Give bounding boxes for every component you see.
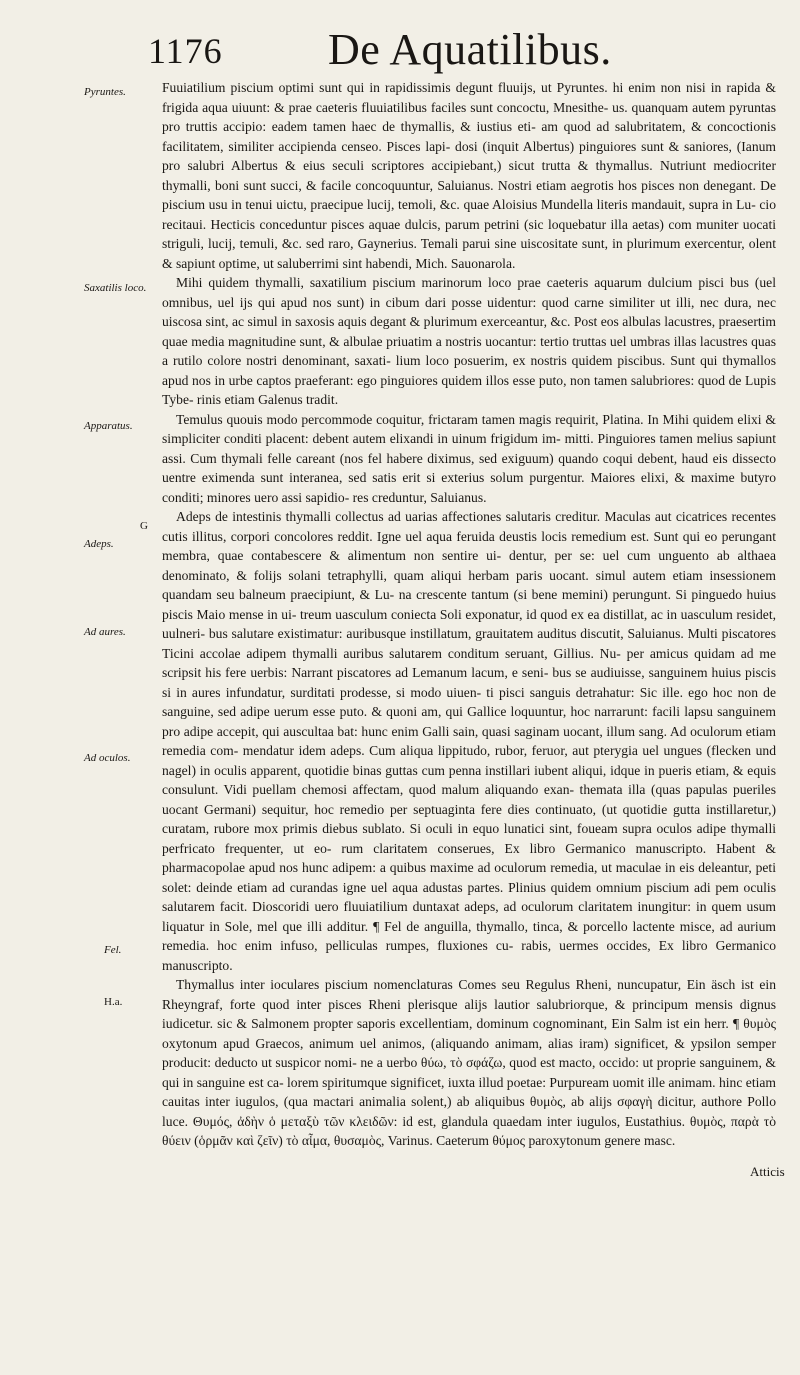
paragraph-adeps: Adeps de intestinis thymalli collectus ad uarias affectiones salutaris creditur. Maculas aut cicatrices recentes cutis illitus, corpori concolores reddit. Igne uel aqua feruida deustis locis remedium est. Sunt qui eo perungant membra, quae contabescere & alimentum non sentire ui- dentur, per se: uel cum unguento ab althaea denominato, & folijs solani tetraphylli, quam aliqui herbam paris uocant. simul autem etiam insessionem quandam seu balneum praecipiunt, & Lu- na crescente tantum (si bene memini) perungunt. Si pinguedo huius piscis Maio mense in ui- treum uasculum coniecta Soli exponatur, id quod ex ea distillat, ac in uasculum residet, uulneri- bus salutare existimatur: auribusque instillatum, grauitatem auditus discutit, Saluianus. Multi piscatores Ticini accolae adipem thymalli auribus salutarem conditum seruant, Gillius. Nu- per amicus quidam ad me scripsit his fere uerbis: Narrant piscatores ad Lemanum lacum, e seni- bus se audiuisse, sanguinem huius piscis si in aures infundatur, surditati prodesse, si modo uiuen- ti pisci sanguis detrahatur: Sic ille. ego hoc non de sanguine, sed adipe uerum esse puto. & quoni am, qui Gallice loquuntur, hoc narrarunt: facili lapsu sanguinem pro adipe accepit, qui auscultaa bat: hunc enim Galli sain, quasi saginam uocant, illum sang. Ad oculorum etiam remedia com- mendatur idem adeps. Cum aliqua lippitudo, rubor, feruor, aut pterygia uel ungues (flecken und nagel) in oculis apparent, quotidie binas guttas cum penna instillari iubent aliqui, idque in pueris etiam, & equis consulunt. Vidi puellam chemosi affectam, quod malum aliquando exan- themata illa (quas papulas pueriles uocant Germani) sequitur, hoc remedio per septuaginta fere dies continuato, (ut quotidie gutta instillaretur,) curatam, rubore mox primis diebus sublato. Si oculi in equo lunatici sint, foueam supra oculos adipe thymalli perfricato frequenter, ut eo- rum claritatem conserues, Ex libro Germanico manuscripto. Habent & pharmacopolae apud nos hunc adipem: a quibus maxime ad oculorum remedia, ut maculae in eis deleantur, peti solet: deinde etiam ad curandas igne uel aqua adustas partes. Plinius quidem omnium piscium adi pem oculis salutarem facit. Dioscoridi uero fluuiatilium duntaxat adeps, ad oculorum claritatem inungitur: in quem usum liquatur in Sole, mel que illi additur. ¶ Fel de anguilla, thymallo, tinca, & porcello lactente misce, ad aurium remedia. hoc enim infuso, pelliculas rumpes, fluxiones cu- rabis, uermes occides, Ex libro Germanico manuscripto.: [162, 509, 776, 973]
running-title: De Aquatilibus.: [328, 25, 612, 74]
margin-note-g: G: [140, 520, 148, 532]
margin-note-apparatus: Apparatus.: [84, 420, 133, 432]
margin-note-fel: Fel.: [104, 944, 122, 956]
margin-note-ad-oculos: Ad oculos.: [84, 752, 131, 764]
paragraph-saxatilis: Mihi quidem thymalli, saxatilium piscium marinorum loco prae caeteris aquarum dulcium pisci bus (uel omnibus, uel ijs qui apud nos sunt) in cibum dari posse uidentur: quod carne similiter ut illi, nec dura, nec uiscosa sint, ac simul in saxosis aquis degant & plurimum exerceantur, &c. Post eos albulas lacustres, praesertim quae media magnitudine sunt, & albulae priuatim a nostris uocantur: tertio truttas uel umbras illas lacustres quas a rutilo colore nostri denominant, saxati- lium loco posuerim, ex nostris quidem piscibus. Sunt qui thymallos apud nos in urbe captos praeferant: ego pinguiores quidem illos esse puto, non tamen salubriores: quod de Lupis Tybe- rinis etiam Galenus tradit.: [162, 275, 776, 407]
paragraph-pyruntes: Fuuiatilium piscium optimi sunt qui in rapidissimis degunt fluuijs, ut Pyruntes. hi enim non nisi in rapida & frigida aqua uiuunt: & prae caeteris fluuiatilibus faciles sunt concoctu, Mnesithe- us. quanquam autem pyruntas pro truttis accipio: eadem tamen haec de thymallis, & iustius eti- am quod ad salubritatem, & concoctionis facilitatem, similiter accipienda censeo. Pisces lapi- dosi (inquit Albertus) pinguiores sunt & saniores, (Ianum pro salubri Albertus & eius seculi scriptores accipiebant,) sicut trutta & thymallus. Nutriunt mediocriter thymalli, boni sunt succi, & facile concoquuntur, Saluianus. Nostri etiam aegrotis hos pisces non denegant. De piscium usu in tenui uictu, praecipue lucij, temoli, &c. quae Aloisius Mundella literis mandauit, supra in Lu- cio recitaui. Hecticis conceduntur pisces aquae dulcis, parum petrini (sic loquebatur illa aetas) com muniter uocati striguli, lucij, temuli, &c. sed raro, Gaynerius. Temali parui sine uiscositate sunt, in plurimum exercentur, olent & sapiunt optime, ut saluberrimi sint habendi, Mich. Sauonarola.: [162, 80, 776, 271]
margin-note-saxatilis: Saxatilis loco.: [84, 282, 147, 294]
paragraph-apparatus: Temulus quouis modo percommode coquitur, frictaram tamen magis requirit, Platina. In Mihi quidem elixi & simpliciter conditi placent: debent autem elixandi in uinum frigidum im- mitti. Pinguiores tamen melius sapiunt assi. Cum thymali felle careant (nos fel habere diximus, sed exiguum) quando coqui debent, haud eis dissecto uentre eximenda sunt interanea, sed satis erit si exterius solum purgentur. Maiores elixi, & maxime butyro conditi; minores uero assi sapidio- res creduntur, Saluianus.: [162, 411, 776, 505]
catchword: Atticis: [750, 1164, 785, 1179]
body-text: [162, 78, 776, 1151]
margin-note-ha: H.a.: [104, 996, 123, 1008]
margin-note-pyruntes: Pyruntes.: [84, 86, 126, 98]
margin-note-ad-aures: Ad aures.: [84, 626, 126, 638]
paragraph-ha: Thymallus inter ioculares piscium nomenclaturas Comes seu Regulus Rheni, nuncupatur, Ein äsch ist ein Rheyngraf, forte quod inter pisces Rheni plerisque alijs lautior salubriorque, & principum mensis dignus iudicetur. sic & Salmonem propter saporis excellentiam, dominum cognominant, Ein Salm ist ein herr. ¶ θυμὸς oxytonum apud Graecos, animum uel animos, (aliquando animam, alias iram) significet, & ypsilon semper producit: deducto ut suspicor nomi- ne a uerbo θύω, τὸ σφάζω, quod est macto, occido: ut proprie sanguinem, & qui in sanguine est ca- lorem spiritumque significet, iuxta illud poetae: Purpuream uomit ille animam. hinc etiam cauitas inter iugulos, (qua mactari animalia solent,) ab aliquibus θυμὸς, ab alijs σφαγὴ dicitur, authore Pollo luce. Θυμός, ἀδὴν ὁ μεταξὺ τῶν κλειδῶν: id est, glandula quaedam inter iugulos, Eustathius. θυμὸς, παρὰ τὸ θύειν (ὁρμᾶν καὶ ζεῖν) τὸ αἷμα, θυσαμὸς, Varinus. Caeterum θύμος paroxytonum genere masc.: [162, 977, 776, 1148]
margin-note-adeps: Adeps.: [84, 538, 114, 550]
page-number: 1176: [148, 31, 223, 71]
